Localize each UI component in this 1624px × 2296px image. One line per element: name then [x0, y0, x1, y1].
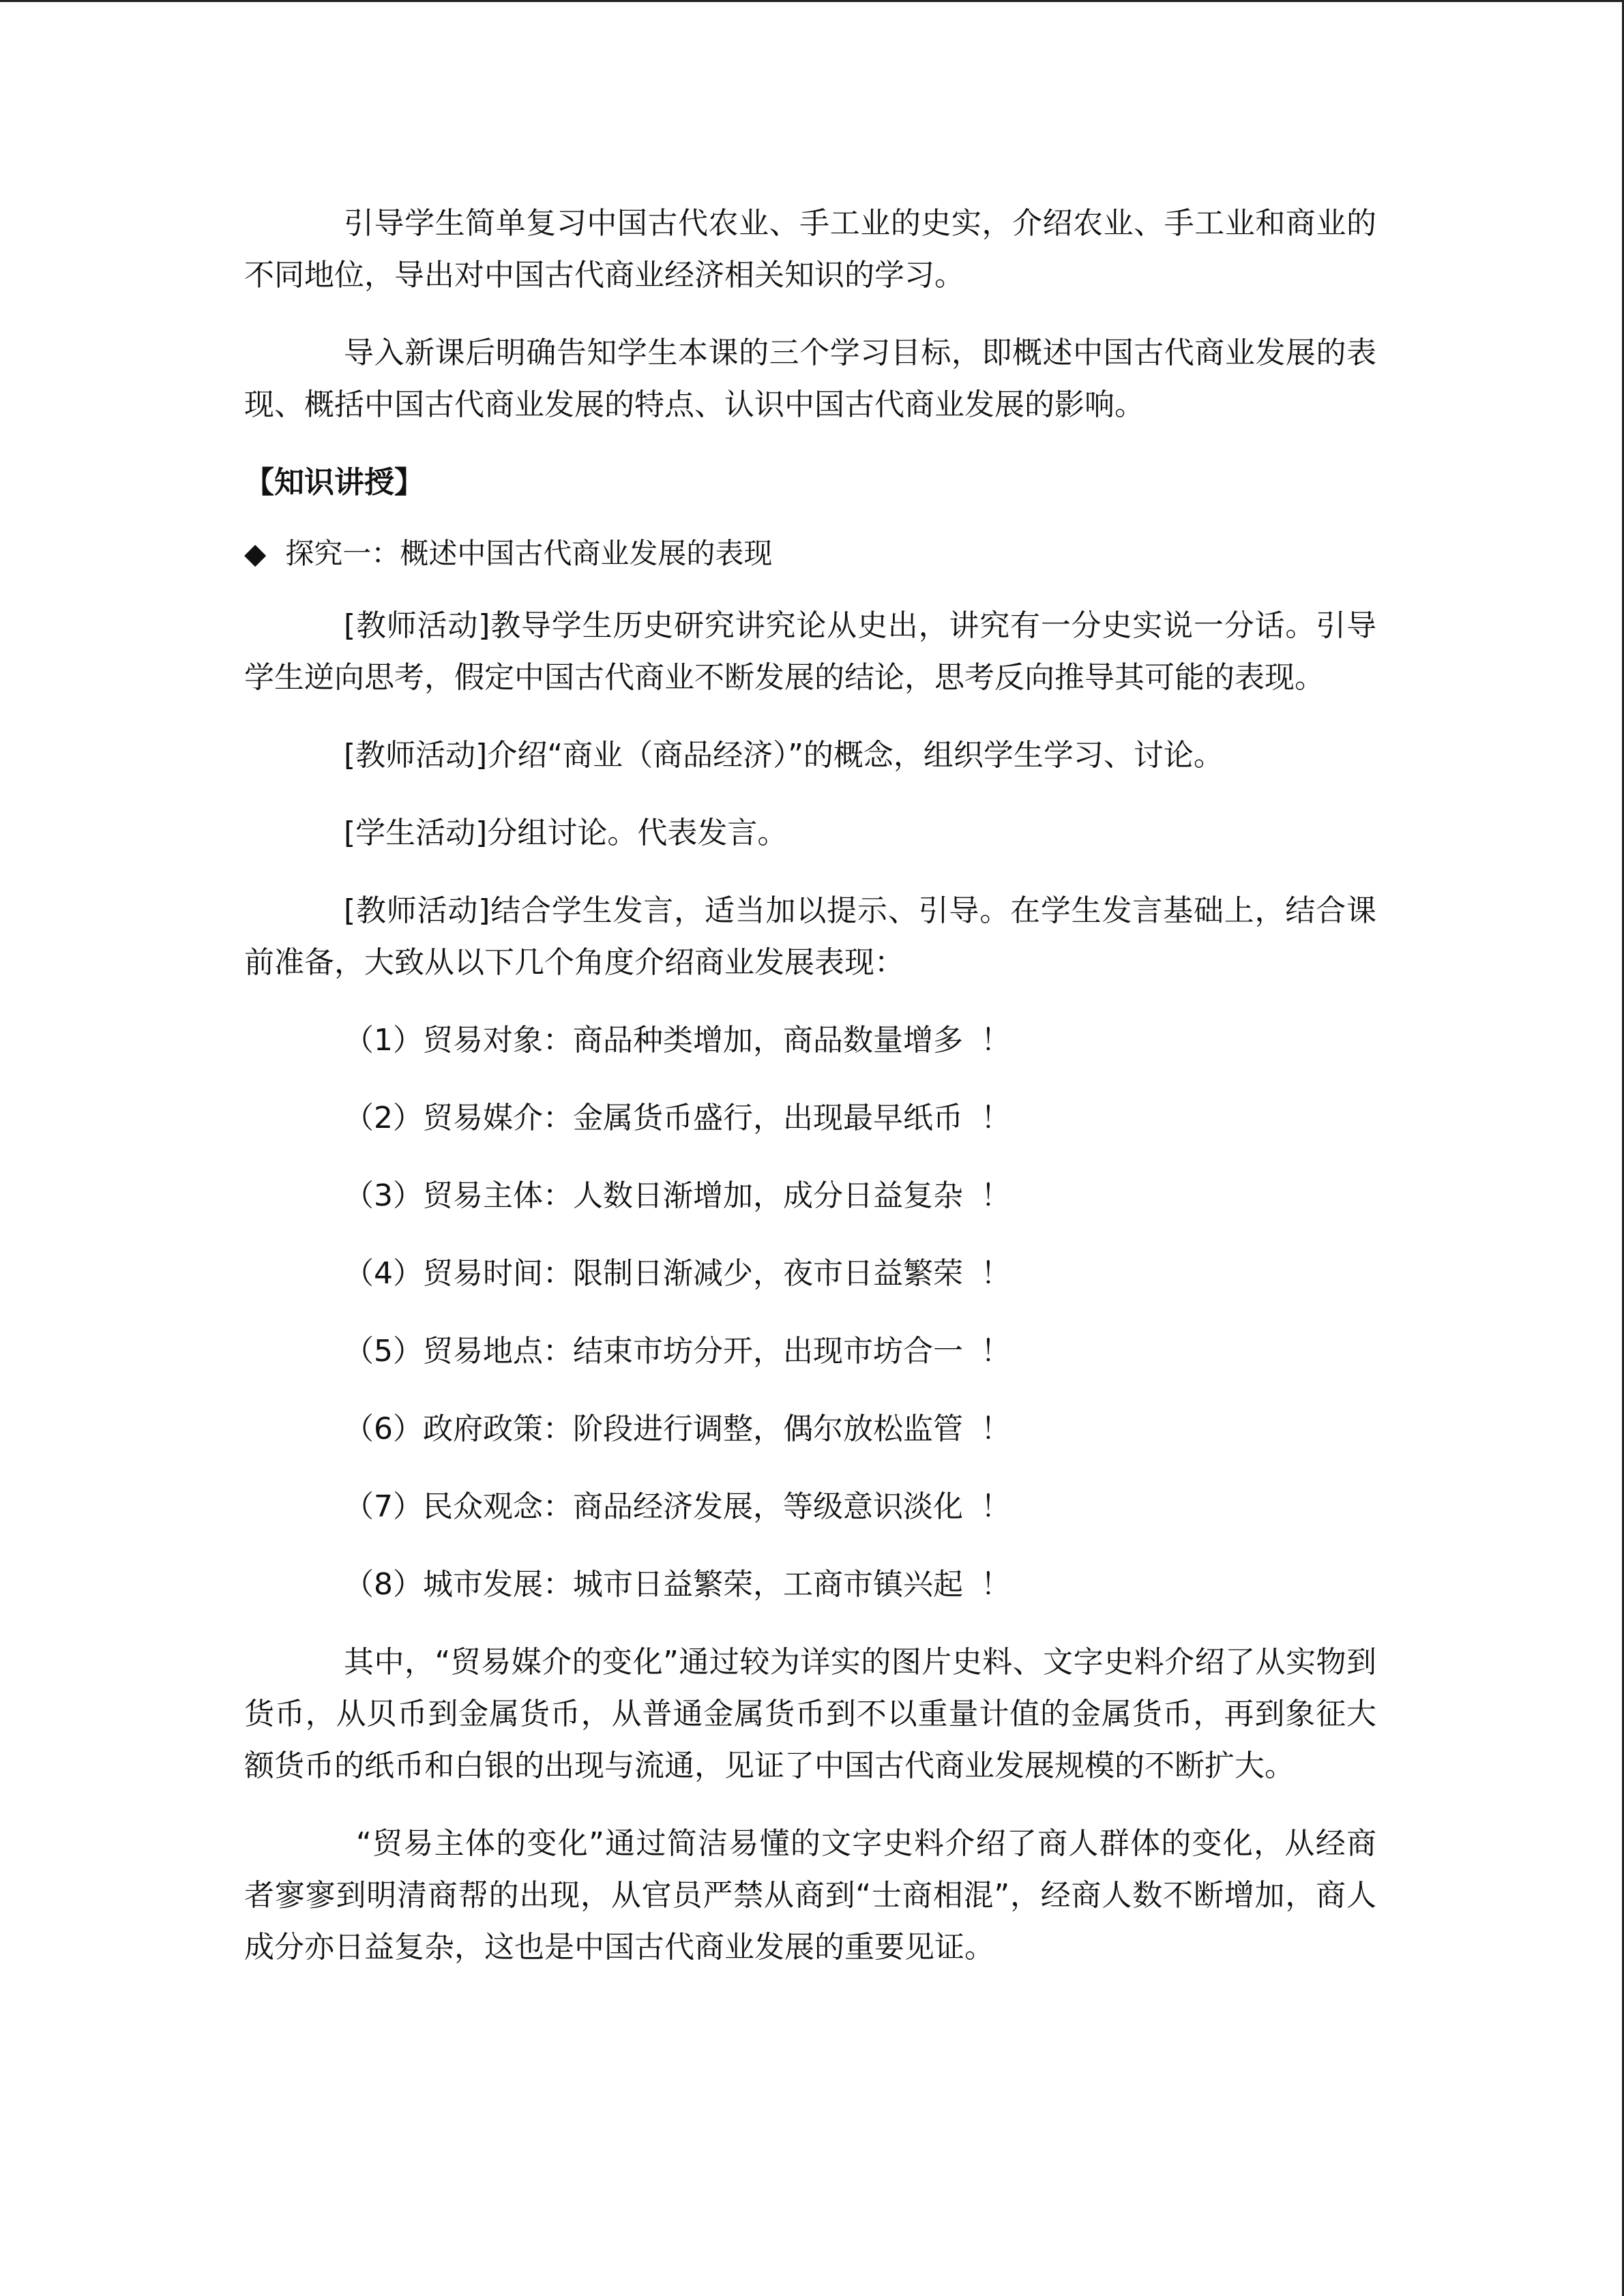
- list-item-mark: ！: [981, 1023, 1011, 1058]
- activity-paragraph-4: [教师活动]结合学生发言，适当加以提示、引导。在学生发言基础上，结合课前准备，大致从以下几个角度介绍商业发展表现：: [244, 893, 1376, 980]
- list-item-number: （2）: [344, 1101, 423, 1135]
- section-heading: 【知识讲授】: [244, 465, 424, 500]
- list-item: [244, 1170, 1376, 1222]
- list-item-mark: ！: [981, 1101, 1011, 1135]
- list-item: [244, 1015, 1376, 1067]
- list-item-mark: ！: [981, 1178, 1011, 1213]
- list-item-mark: ！: [981, 1489, 1011, 1524]
- list-item-number: （5）: [344, 1334, 423, 1369]
- list-item-number: （8）: [344, 1567, 423, 1602]
- list-item-mark: ！: [981, 1567, 1011, 1602]
- document-body: [244, 198, 1376, 1999]
- intro-paragraph-1: 引导学生简单复习中国古代农业、手工业的史实，介绍农业、手工业和商业的不同地位，导出对中国古代商业经济相关知识的学习。: [244, 206, 1376, 293]
- list-item-text: 政府政策：阶段进行调整，偶尔放松监管: [423, 1412, 963, 1446]
- list-item: [244, 1481, 1376, 1533]
- list-item-mark: ！: [981, 1334, 1011, 1369]
- list-item-text: 城市发展：城市日益繁荣，工商市镇兴起: [423, 1567, 963, 1602]
- page-border-top: [0, 0, 1624, 2]
- list-item: [244, 1559, 1376, 1611]
- list-item-text: 贸易地点：结束市坊分开，出现市坊合一: [423, 1334, 963, 1369]
- list-item-text: 民众观念：商品经济发展，等级意识淡化: [423, 1489, 963, 1524]
- list-item-text: 贸易对象：商品种类增加，商品数量增多: [423, 1023, 963, 1058]
- list-item-number: （1）: [344, 1023, 423, 1058]
- list-item: [244, 1326, 1376, 1377]
- activity-paragraph-2: [教师活动]介绍“商业（商品经济）”的概念，组织学生学习、讨论。: [344, 738, 1224, 773]
- list-item-number: （3）: [344, 1178, 423, 1213]
- list-item-number: （4）: [344, 1256, 423, 1291]
- list-item: [244, 1092, 1376, 1144]
- list-item-text: 贸易主体：人数日渐增加，成分日益复杂: [423, 1178, 963, 1213]
- list-item-number: （6）: [344, 1412, 423, 1446]
- list-item: [244, 1403, 1376, 1455]
- closing-paragraph-2: “贸易主体的变化”通过简洁易懂的文字史料介绍了商人群体的变化，从经商者寥寥到明清商帮的出现，从官员严禁从商到“士商相混”，经商人数不断增加，商人成分亦日益复杂，这也是中国古代商业发展的重要见证。: [244, 1826, 1376, 1965]
- activity-paragraph-3: [学生活动]分组讨论。代表发言。: [344, 816, 788, 850]
- intro-paragraph-2: 导入新课后明确告知学生本课的三个学习目标，即概述中国古代商业发展的表现、概括中国古代商业发展的特点、认识中国古代商业发展的影响。: [244, 336, 1376, 422]
- activity-paragraph-1: [教师活动]教导学生历史研究讲究论从史出，讲究有一分史实说一分话。引导学生逆向思考，假定中国古代商业不断发展的结论，思考反向推导其可能的表现。: [244, 608, 1376, 695]
- list-item-mark: ！: [981, 1256, 1011, 1291]
- list-item-mark: ！: [981, 1412, 1011, 1446]
- list-item-text: 贸易媒介：金属货币盛行，出现最早纸币: [423, 1101, 963, 1135]
- list-item-number: （7）: [344, 1489, 423, 1524]
- list-item-text: 贸易时间：限制日渐减少，夜市日益繁荣: [423, 1256, 963, 1291]
- list-item: [244, 1248, 1376, 1300]
- subsection-title: [244, 528, 1376, 580]
- diamond-bullet-icon: ◆: [244, 537, 267, 570]
- expression-list: [244, 1015, 1376, 1611]
- subsection-title-text: 探究一：概述中国古代商业发展的表现: [285, 537, 773, 570]
- closing-paragraph-1: 其中，“贸易媒介的变化”通过较为详实的图片史料、文字史料介绍了从实物到货币，从贝币到金属货币，从普通金属货币到不以重量计值的金属货币，再到象征大额货币的纸币和白银的出现与流通，见证了中国古代商业发展规模的不断扩大。: [244, 1645, 1376, 1783]
